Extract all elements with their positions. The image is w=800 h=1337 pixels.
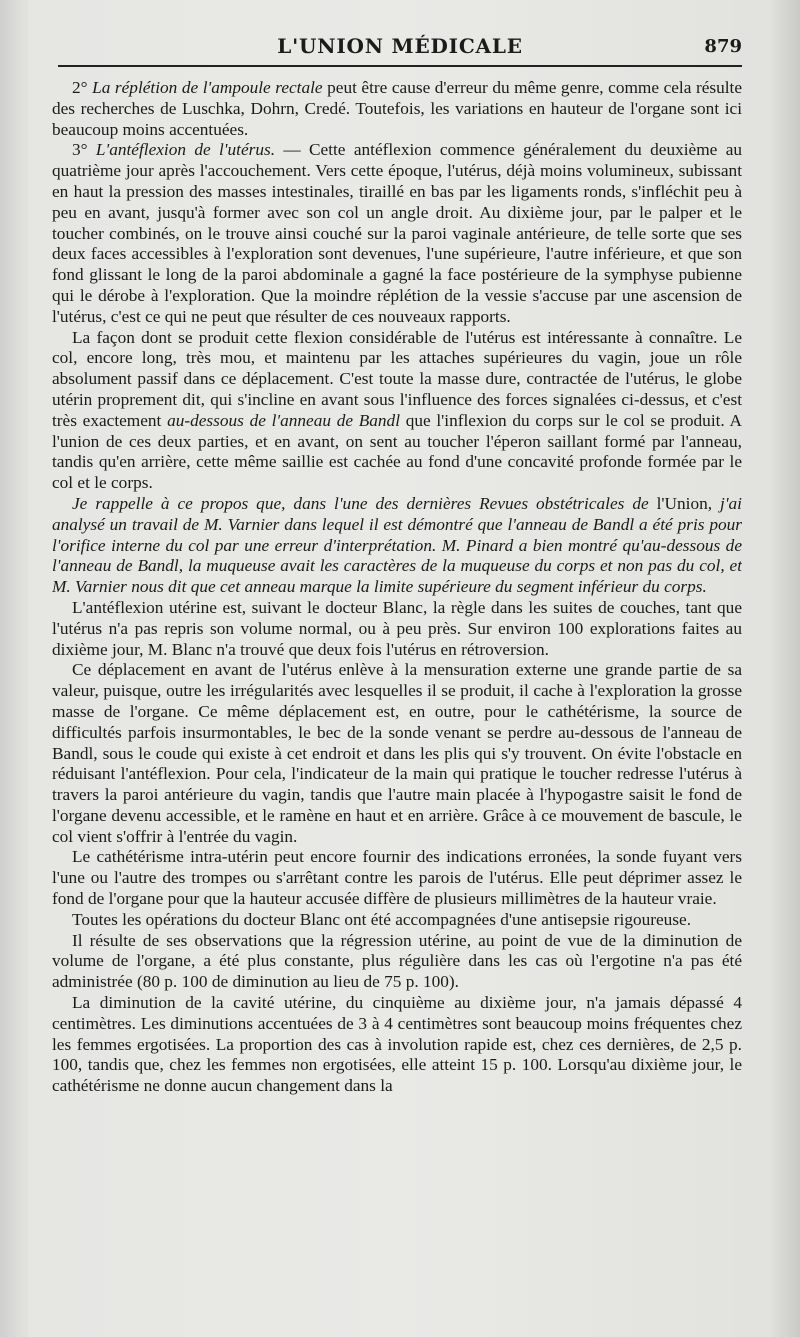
paragraph-regression: Il résulte de ses observations que la régression utérine, au point de vue de la diminution de volume de l'organe, a été plus constante, plus régulière dans les cas où l'ergotine n'a pas été administrée (80 p. 100 de diminution au lieu de 75 p. 100). [52, 930, 742, 992]
page-header [58, 30, 742, 70]
paragraph-diminution: La diminution de la cavité utérine, du cinquième au dixième jour, n'a jamais dépassé 4 centimètres. Les diminutions accentuées de 3 à 4 centimètres sont beaucoup moins fréquentes chez les femmes ergotisées. La proportion des cas à involution rapide est, chez ces dernières, de 2,5 p. 100, tandis que, chez les femmes non ergotisées, elle atteint 15 p. 100. Lorsqu'au dixième jour, le cathétérisme ne donne aucun changement dans la [52, 993, 742, 1096]
item-heading: La réplétion de l'ampoule rectale [92, 78, 323, 97]
paragraph-blanc-rule: L'antéflexion utérine est, suivant le docteur Blanc, la règle dans les suites de couches, tant que l'utérus n'a pas repris son volume normal, ou à peu près. Sur environ 100 explorations faites au dixième jour, M. Blanc n'a trouvé que deux fois l'utérus en rétroversion. [52, 597, 742, 659]
paragraph-text: La façon dont se produit cette flexion considérable de l'utérus est intéressante à connaître. Le col, encore long, très mou, et maintenu par les attaches supérieures du vagin, joue un rôle absolument passif dans ce déplacement. C'est toute la masse dure, contractée de l'utérus, le globe utérin proprement dit, qui s'incline en avant sous l'influence des forces signalées ci-dessus, et c'est très exactement [52, 327, 742, 430]
item-heading: L'antéflexion de l'utérus. [95, 140, 276, 160]
paragraph-flexion-mechanism [52, 328, 742, 494]
journal-name: l'Union [656, 493, 708, 513]
running-title: L'UNION MÉDICALE [277, 34, 523, 58]
italic-text: , j'ai analysé un travail de M. Varnier dans lequel il est démontré que l'anneau de Bandl a été pris pour l'orifice interne du col par une erreur d'interprétation. M. Pinard a bien montré qu'au-dessous de l'anneau de Bandl, la muqueuse avait les caractères de la muqueuse du corps et non pas du col, et M. Varnier nous dit que cet anneau marque la limite supérieure du segment inférieur du corps. [52, 493, 742, 597]
paragraph-antisepsie: Toutes les opérations du docteur Blanc ont été accompagnées d'une antisepsie rigoureuse. [72, 909, 692, 929]
paragraph-varnier-note [52, 494, 742, 598]
paragraph-text: que l'inflexion du corps sur le col se produit. A l'union de ces deux parties, et en avant, on sent au toucher l'éperon saillant formé par l'anneau, tandis qu'en arrière, cette même saillie est cachée au fond d'une concavité profonde formée par le col et le corps. [52, 410, 742, 493]
paragraph-text: peut être cause d'erreur du même genre, comme cela résulte des recherches de Luschka, Dohrn, Credé. Toutefois, les variations en hauteur de l'organe sont ici beaucoup moins accentuées. [52, 78, 742, 139]
paragraph-text: — Cette antéflexion commence généralement du deuxième au quatrième jour après l'accouchement. Vers cette époque, l'utérus, déjà moins volumineux, subissant en haut la pression des masses intestinales, tiraillé en bas par les ligaments ronds, s'infléchit peu à peu en avant, jusqu'à former avec son col un angle droit. Au dixième jour, par le palper et le toucher combinés, on le trouve ainsi couché sur la paroi vaginale antérieure, de telle sorte que ses deux faces accessibles à l'exploration sont devenues, l'une supérieure, l'autre inférieure, et que son fond glissant le long de la paroi abdominale a gagné la face postérieure de la symphyse pubienne qui le dérobe à l'exploration. Que la moindre réplétion de la vessie s'accuse par une ascension de l'utérus, c'est ce qui ne peut que résulter de ces nouveaux rapports. [52, 140, 742, 326]
page-number: 879 [704, 36, 742, 57]
paragraph-anteflexion [52, 140, 742, 327]
paragraph-catheterisme: Le cathétérisme intra-utérin peut encore fournir des indications erronées, la sonde fuyant vers l'une ou l'autre des trompes ou s'arrêtant contre les parois de l'utérus. Elle peut déprimer assez le fond de l'organe pour que la hauteur accusée diffère de plusieurs millimètres de la hauteur vraie. [52, 847, 742, 909]
article-body [52, 78, 742, 1328]
item-number: 3° [72, 140, 96, 160]
emphasis-text: au-dessous de l'anneau de Bandl [167, 410, 400, 430]
item-number: 2° [72, 78, 93, 97]
paragraph-ampoule-rectale [52, 78, 742, 140]
italic-text: Je rappelle à ce propos que, dans l'une des dernières Revues obstétricales de [72, 493, 657, 513]
paragraph-deplacement: Ce déplacement en avant de l'utérus enlève à la mensuration externe une grande partie de sa valeur, puisque, outre les irrégularités avec lesquelles il se produit, il cache à l'exploration la grosse masse de l'organe. Ce même déplacement est, en outre, pour le cathétérisme, la source de difficultés parfois insurmontables, le bec de la sonde venant se perdre au-dessous de l'anneau de Bandl, sous le coude qui existe à cet endroit et dans les plis qui s'y trouvent. On évite l'obstacle en réduisant l'antéflexion. Pour cela, l'indicateur de la main qui pratique le toucher redresse l'utérus à travers la paroi antérieure du vagin, tandis que l'autre main placée à l'hypogastre saisit le fond de l'organe devenu accessible, et le ramène en haut et en arrière. Grâce à ce mouvement de bascule, le col vient s'offrir à l'entrée du vagin. [52, 660, 742, 846]
header-rule [58, 65, 742, 67]
